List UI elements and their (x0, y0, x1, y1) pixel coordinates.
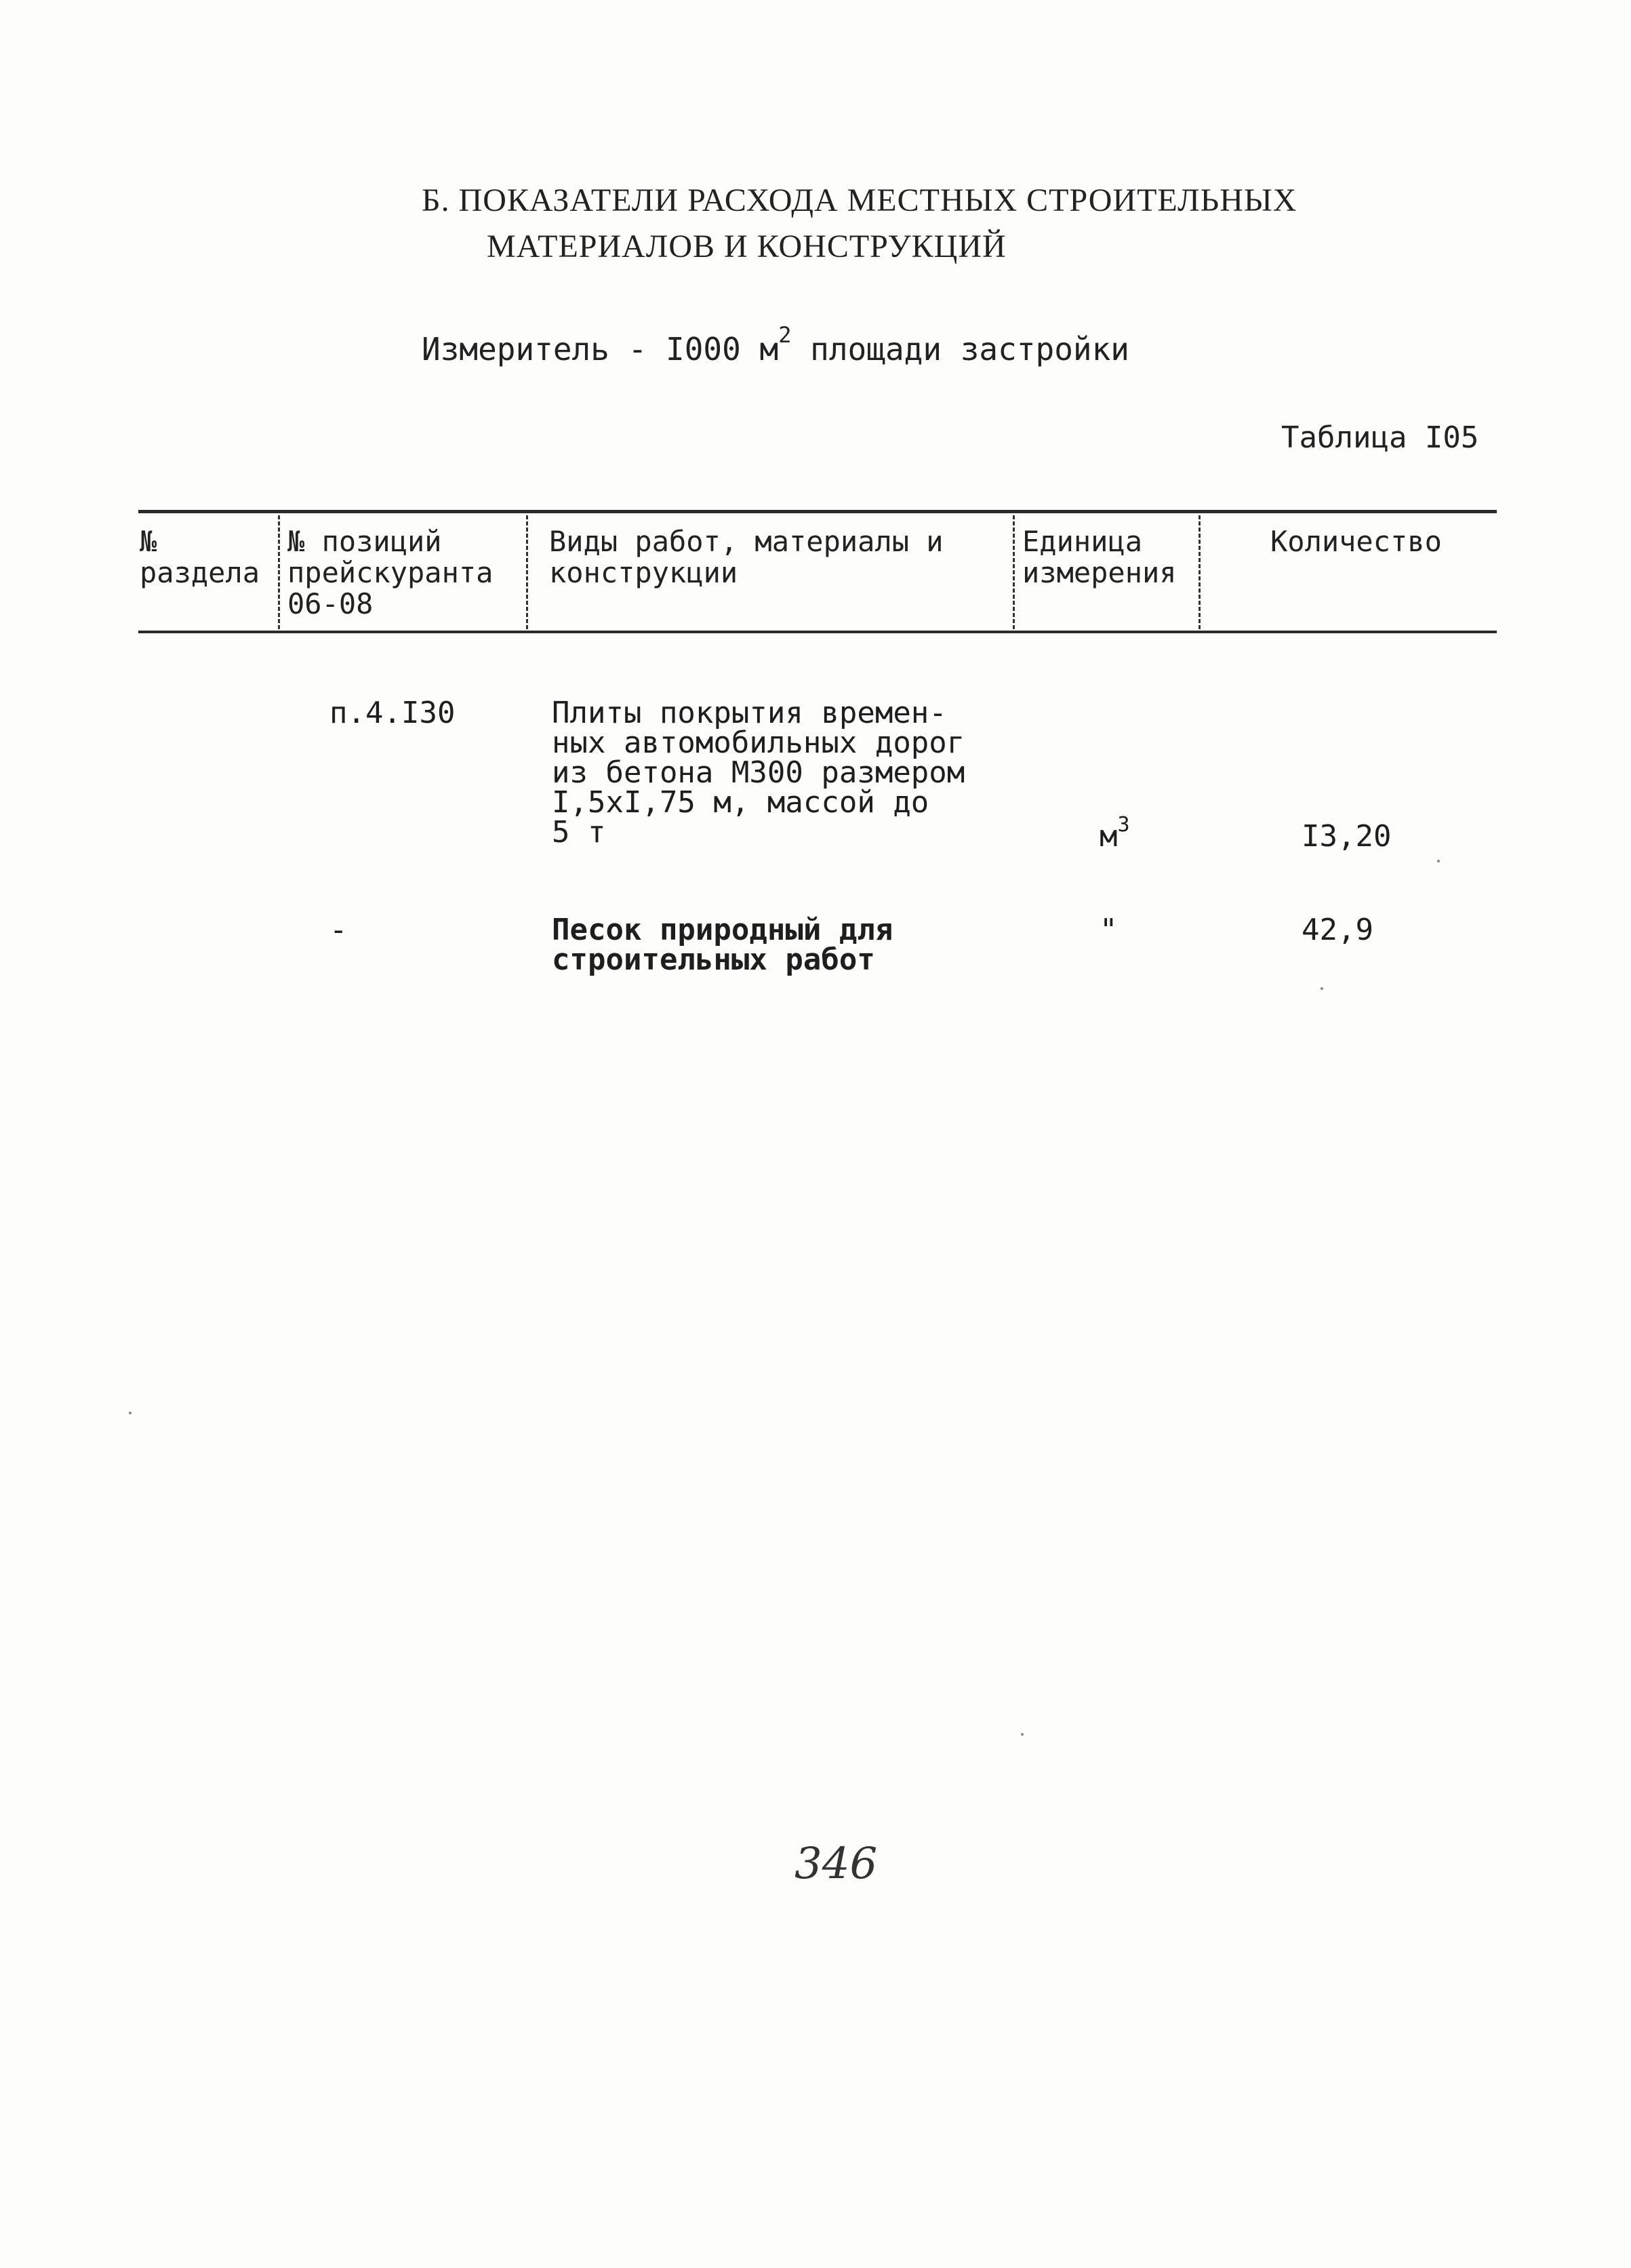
header-price-list-position (287, 526, 493, 620)
header-section-number (140, 526, 260, 589)
header-text: 06-08 (287, 587, 374, 620)
header-text: Виды работ, материалы и (549, 525, 944, 558)
column-separator (278, 515, 280, 629)
table-number: Таблица I05 (1281, 420, 1479, 455)
header-quantity (1270, 526, 1442, 557)
column-separator (526, 515, 528, 629)
measure-prefix: Измеритель - I000 м (422, 331, 779, 367)
header-text: Количество (1270, 525, 1442, 558)
column-separator (1013, 515, 1015, 629)
row-2-description (552, 915, 893, 975)
section-heading-line-1: Б. ПОКАЗАТЕЛИ РАСХОДА МЕСТНЫХ СТРОИТЕЛЬНЫХ (422, 182, 1297, 218)
measure-suffix: площади застройки (791, 331, 1129, 367)
row-1-unit (1100, 813, 1130, 854)
row-1-quantity: I3,20 (1302, 819, 1392, 854)
description-line: I,5хI,75 м, массой до (552, 785, 929, 820)
section-heading (422, 178, 1297, 270)
column-separator (1199, 515, 1201, 629)
header-text: измерения (1022, 556, 1177, 589)
description-line: 5 т (552, 815, 606, 850)
section-heading-line-2: МАТЕРИАЛОВ И КОНСТРУКЦИЙ (487, 228, 1007, 264)
description-line: строительных работ (552, 942, 875, 977)
scan-speck (1321, 987, 1323, 990)
measure-superscript: 2 (778, 322, 792, 348)
measurement-unit-line (422, 322, 1129, 367)
row-2-unit: " (1100, 913, 1118, 947)
table-header-bottom-rule (138, 631, 1497, 633)
page-number: 346 (794, 1839, 878, 1889)
header-text: раздела (140, 556, 260, 589)
header-text: Единица (1022, 525, 1143, 558)
header-text: № позиций (287, 525, 442, 558)
row-1-description (552, 698, 965, 848)
header-text: конструкции (549, 556, 738, 589)
scan-speck (1021, 1733, 1024, 1736)
row-2-position: - (329, 913, 348, 947)
header-unit (1022, 526, 1177, 589)
row-2-quantity: 42,9 (1302, 913, 1373, 947)
scan-speck (1437, 860, 1440, 862)
description-line: ных автомобильных дорог (552, 725, 965, 760)
row-1-position: п.4.I30 (329, 696, 456, 730)
description-line: Песок природный для (552, 913, 893, 947)
header-text: № (140, 525, 157, 558)
description-line: из бетона М300 размером (552, 755, 965, 790)
description-line: Плиты покрытия времен- (552, 696, 947, 730)
scan-speck (129, 1412, 132, 1414)
table-top-rule (138, 510, 1497, 513)
header-text: прейскуранта (287, 556, 494, 589)
unit-text: м (1100, 819, 1118, 854)
unit-superscript: 3 (1117, 813, 1130, 837)
header-work-types (549, 526, 944, 589)
